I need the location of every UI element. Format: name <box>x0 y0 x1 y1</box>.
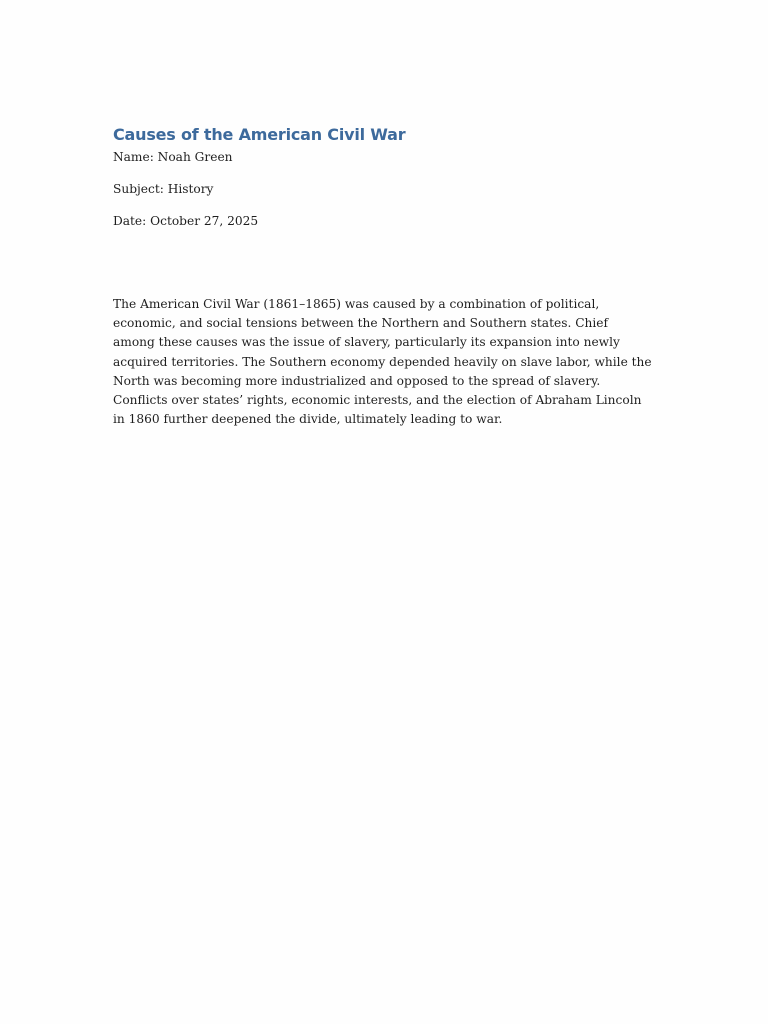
document-title: Causes of the American Civil War <box>113 125 406 144</box>
subject-line: Subject: History <box>113 182 214 196</box>
body-paragraph: The American Civil War (1861–1865) was caused by a combination of political, economic, and social tensions between the Northern and Southern states. Chief among these causes was the issue of slavery, particularly its expansion into newly acquired territories. The Southern economy depended heavily on slave labor, while the North was becoming more industrialized and opposed to the spread of slavery. Conflicts over states’ rights, economic interests, and the election of Abraham Lincoln in 1860 further deepened the divide, ultimately leading to war. <box>113 297 652 427</box>
name-line: Name: Noah Green <box>113 150 233 164</box>
date-line: Date: October 27, 2025 <box>113 214 259 228</box>
document-content <box>113 124 653 429</box>
